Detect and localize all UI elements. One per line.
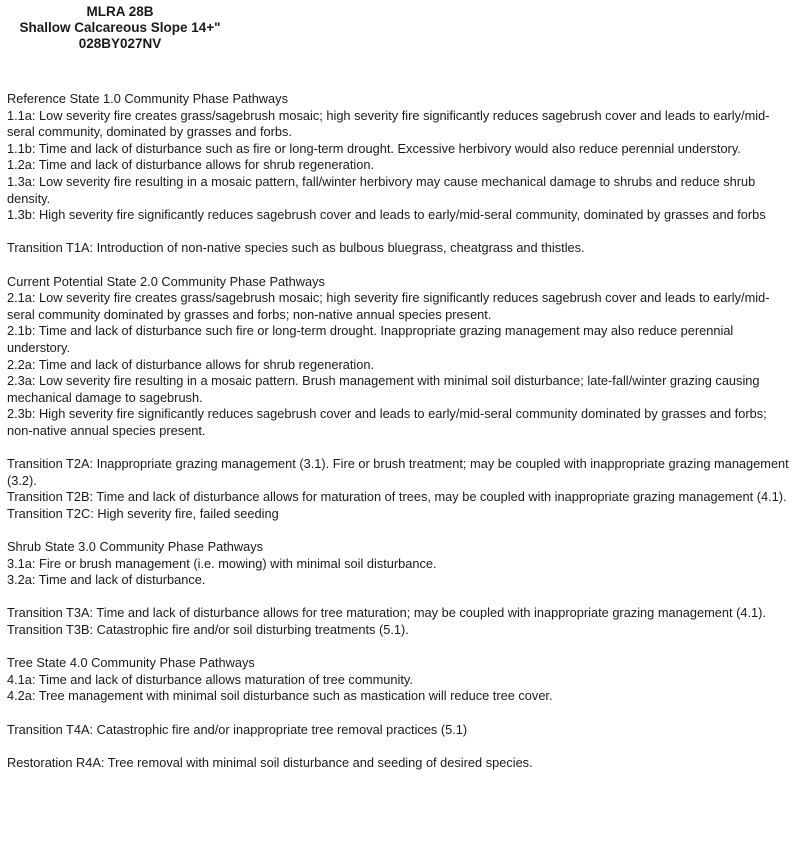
transition-t4-section [7, 722, 795, 739]
transition-t2a: Transition T2A: Inappropriate grazing management (3.1). Fire or brush treatment; may be coupled with inappropriate grazing management (3.2). [7, 456, 789, 488]
transition-t4a: Transition T4A: Catastrophic fire and/or inappropriate tree removal practices (5.1) [7, 721, 468, 737]
transition-t2c: Transition T2C: High severity fire, failed seeding [7, 505, 279, 521]
pathway-1-1b: 1.1b: Time and lack of disturbance such as fire or long-term drought. Excessive herbivory would also reduce perennial understory. [7, 140, 741, 156]
pathway-2-3b: 2.3b: High severity fire significantly reduces sagebrush cover and leads to early/mid-seral community dominated by grasses and forbs; non-native annual species present. [7, 406, 767, 438]
transition-t1a: Transition T1A: Introduction of non-native species such as bulbous bluegrass, cheatgrass and thistles. [7, 240, 585, 256]
section-heading: Reference State 1.0 Community Phase Pathways [7, 91, 288, 106]
transition-t1-section [7, 240, 795, 257]
shrub-state-section [7, 539, 795, 589]
site-id: 028BY027NV [78, 36, 162, 51]
pathway-2-1a: 2.1a: Low severity fire creates grass/sagebrush mosaic; high severity fire significantly reduces sagebrush cover and leads to early/mid-seral community dominated by grasses and forbs; non-native annual species present. [7, 290, 770, 322]
transition-t3a: Transition T3A: Time and lack of disturbance allows for tree maturation; may be coupled with inappropriate grazing management (4.1). [7, 605, 766, 621]
site-name: Shallow Calcareous Slope 14+" [19, 20, 221, 35]
current-potential-state-section [7, 274, 795, 440]
pathway-1-3a: 1.3a: Low severity fire resulting in a mosaic pattern, fall/winter herbivory may cause mechanical damage to shrubs and reduce shrub density. [7, 173, 756, 206]
pathway-1-2a: 1.2a: Time and lack of disturbance allows for shrub regeneration. [7, 157, 375, 173]
pathway-3-2a: 3.2a: Time and lack of disturbance. [7, 572, 206, 588]
restoration-section [7, 755, 795, 772]
pathway-1-1a: 1.1a: Low severity fire creates grass/sagebrush mosaic; high severity fire significantly reduces sagebrush cover and leads to early/mid-seral community, dominated by grasses and forbs. [7, 107, 770, 140]
pathway-2-1b: 2.1b: Time and lack of disturbance such fire or long-term drought. Inappropriate grazing management may also reduce perennial understory. [7, 323, 734, 355]
section-heading: Shrub State 3.0 Community Phase Pathways [7, 539, 264, 555]
tree-state-section [7, 655, 795, 705]
pathway-3-1a: 3.1a: Fire or brush management (i.e. mowing) with minimal soil disturbance. [7, 555, 437, 571]
transition-t2-section [7, 456, 795, 522]
pathway-2-3a: 2.3a: Low severity fire resulting in a mosaic pattern. Brush management with minimal soil disturbance; late-fall/winter grazing causing mechanical damage to sagebrush. [7, 373, 760, 405]
section-heading: Current Potential State 2.0 Community Phase Pathways [7, 273, 325, 289]
transition-t3-section [7, 605, 795, 638]
section-heading: Tree State 4.0 Community Phase Pathways [7, 655, 255, 671]
restoration-r4a: Restoration R4A: Tree removal with minimal soil disturbance and seeding of desired species. [7, 754, 533, 770]
transition-t3b: Transition T3B: Catastrophic fire and/or soil disturbing treatments (5.1). [7, 622, 409, 637]
document-body [7, 91, 795, 771]
pathway-4-2a: 4.2a: Tree management with minimal soil disturbance such as mastication will reduce tree cover. [7, 688, 553, 704]
pathway-1-3b: 1.3b: High severity fire significantly reduces sagebrush cover and leads to early/mid-seral community, dominated by grasses and forbs [7, 207, 766, 223]
pathway-2-2a: 2.2a: Time and lack of disturbance allows for shrub regeneration. [7, 356, 375, 372]
transition-t2b: Transition T2B: Time and lack of disturbance allows for maturation of trees, may be coupled with inappropriate grazing management (4.1). [7, 489, 787, 505]
reference-state-section [7, 91, 795, 224]
document-header [0, 4, 240, 52]
mlra-title: MLRA 28B [86, 4, 154, 19]
pathway-4-1a: 4.1a: Time and lack of disturbance allows maturation of tree community. [7, 671, 413, 687]
